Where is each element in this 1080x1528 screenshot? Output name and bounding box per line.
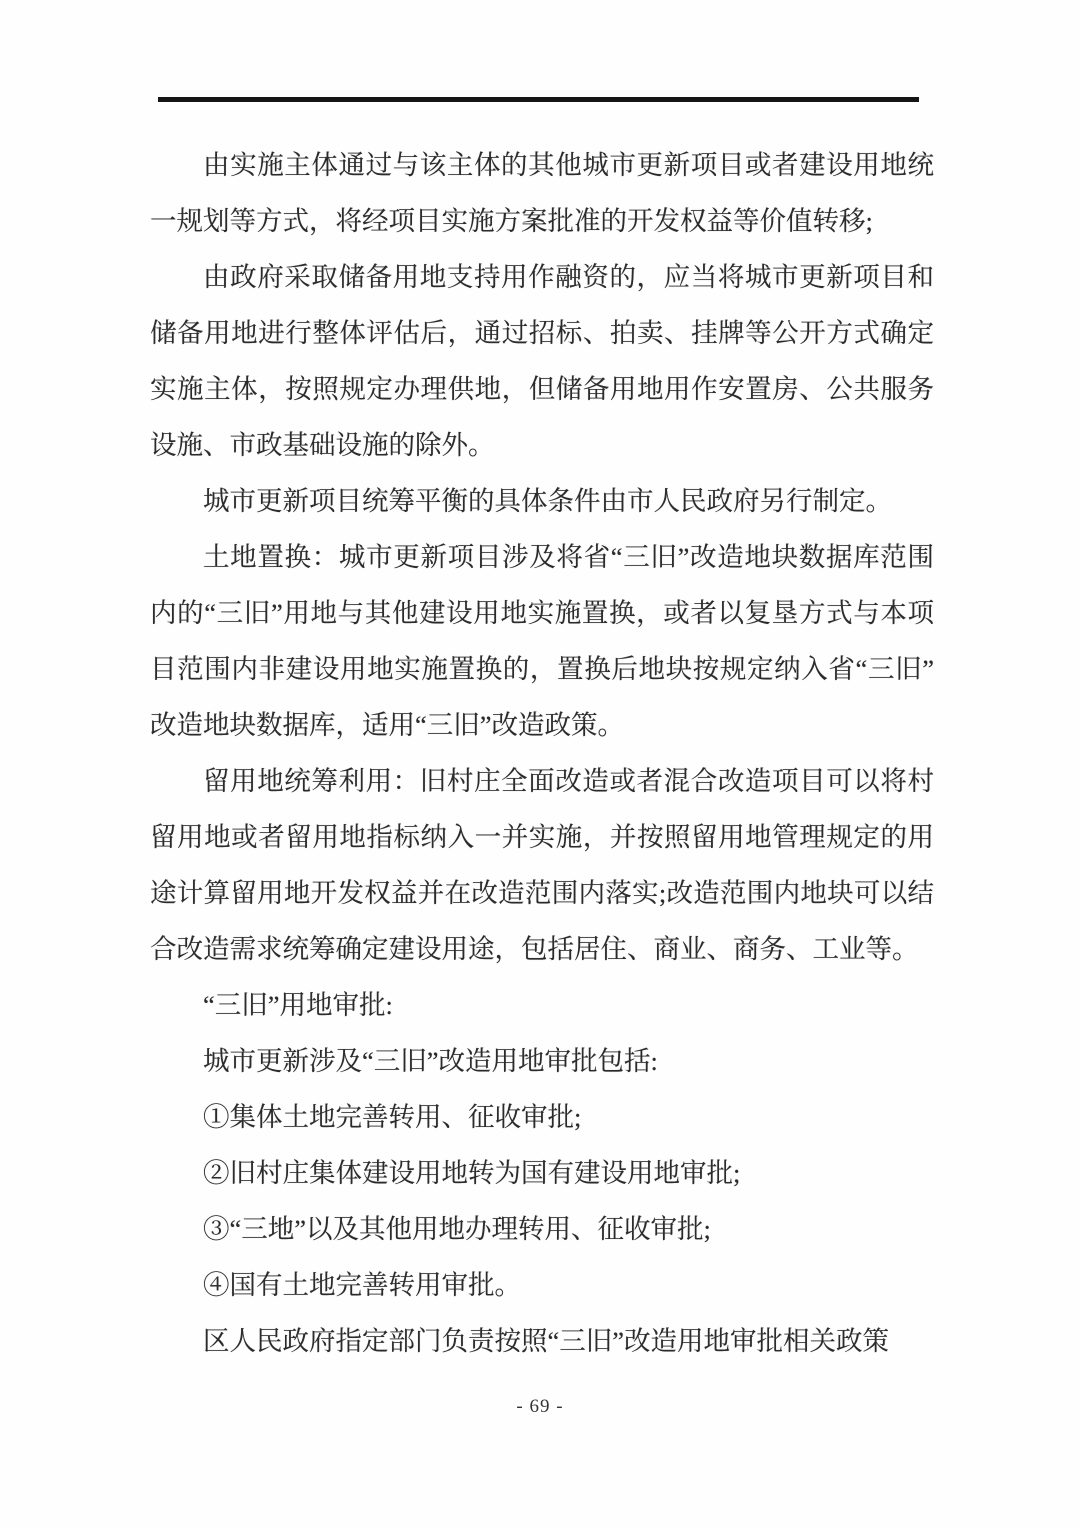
list-item-1: ①集体土地完善转用、征收审批; (203, 1102, 582, 1132)
paragraph: 区人民政府指定部门负责按照“三旧”改造用地审批相关政策 (203, 1326, 890, 1356)
paragraph: 城市更新涉及“三旧”改造用地审批包括: (203, 1046, 658, 1076)
header-rule (158, 97, 919, 102)
paragraph: 由实施主体通过与该主体的其他城市更新项目或者建设用地统一规划等方式，将经项目实施方案批准的开发权益等价值转移; (150, 150, 934, 236)
list-item-2: ②旧村庄集体建设用地转为国有建设用地审批; (203, 1158, 741, 1188)
paragraph: 城市更新项目统筹平衡的具体条件由市人民政府另行制定。 (203, 486, 892, 516)
list-item-3: ③“三地”以及其他用地办理转用、征收审批; (203, 1214, 711, 1244)
paragraph: 由政府采取储备用地支持用作融资的，应当将城市更新项目和储备用地进行整体评估后，通过招标、拍卖、挂牌等公开方式确定实施主体，按照规定办理供地，但储备用地用作安置房、公共服务设施、市政基础设施的除外。 (150, 262, 934, 460)
document-body (150, 137, 934, 1369)
paragraph: 留用地统筹利用：旧村庄全面改造或者混合改造项目可以将村留用地或者留用地指标纳入一并实施，并按照留用地管理规定的用途计算留用地开发权益并在改造范围内落实;改造范围内地块可以结合改造需求统筹确定建设用途，包括居住、商业、商务、工业等。 (150, 766, 934, 964)
paragraph: “三旧”用地审批: (203, 990, 393, 1020)
page-number: - 69 - (516, 1396, 564, 1417)
list-item-4: ④国有土地完善转用审批。 (203, 1270, 521, 1300)
paragraph: 土地置换：城市更新项目涉及将省“三旧”改造地块数据库范围内的“三旧”用地与其他建设用地实施置换，或者以复垦方式与本项目范围内非建设用地实施置换的，置换后地块按规定纳入省“三旧”改造地块数据库，适用“三旧”改造政策。 (150, 542, 934, 740)
